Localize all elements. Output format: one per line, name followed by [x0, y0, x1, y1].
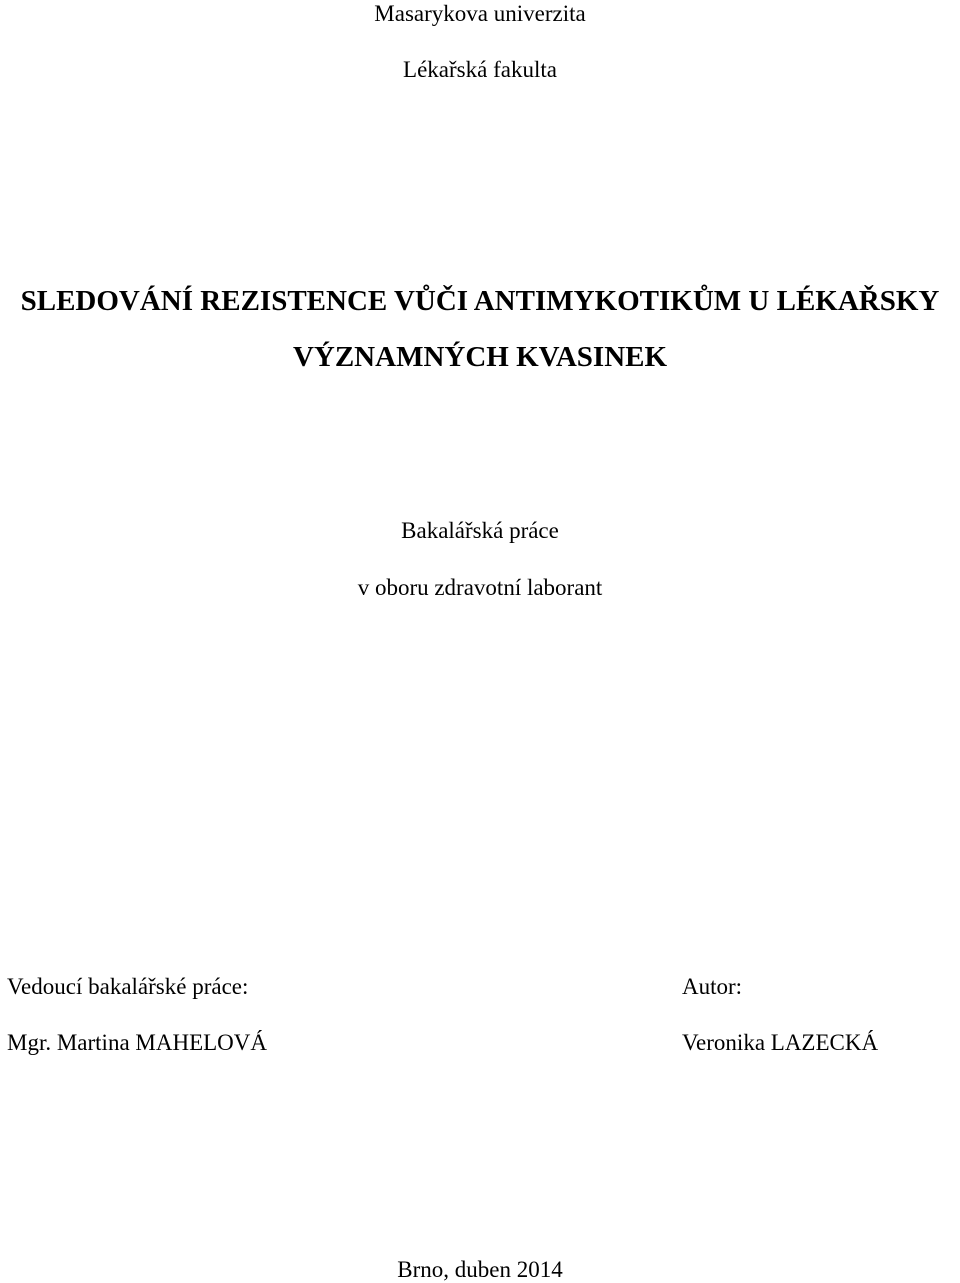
thesis-type: Bakalářská práce — [401, 518, 559, 543]
faculty-name: Lékařská fakulta — [403, 57, 557, 82]
place-and-date: Brno, duben 2014 — [397, 1257, 563, 1282]
author-name: Veronika LAZECKÁ — [682, 1030, 879, 1055]
supervisor-name: Mgr. Martina MAHELOVÁ — [7, 1030, 267, 1055]
thesis-title-line-2: VÝZNAMNÝCH KVASINEK — [292, 341, 668, 373]
study-field: v oboru zdravotní laborant — [357, 575, 603, 600]
thesis-title-line-1: SLEDOVÁNÍ REZISTENCE VŮČI ANTIMYKOTIKŮM U LÉKAŘSKY — [20, 285, 940, 317]
university-name: Masarykova univerzita — [374, 1, 586, 26]
supervisor-label: Vedoucí bakalářské práce: — [7, 974, 249, 999]
author-label: Autor: — [682, 974, 743, 999]
